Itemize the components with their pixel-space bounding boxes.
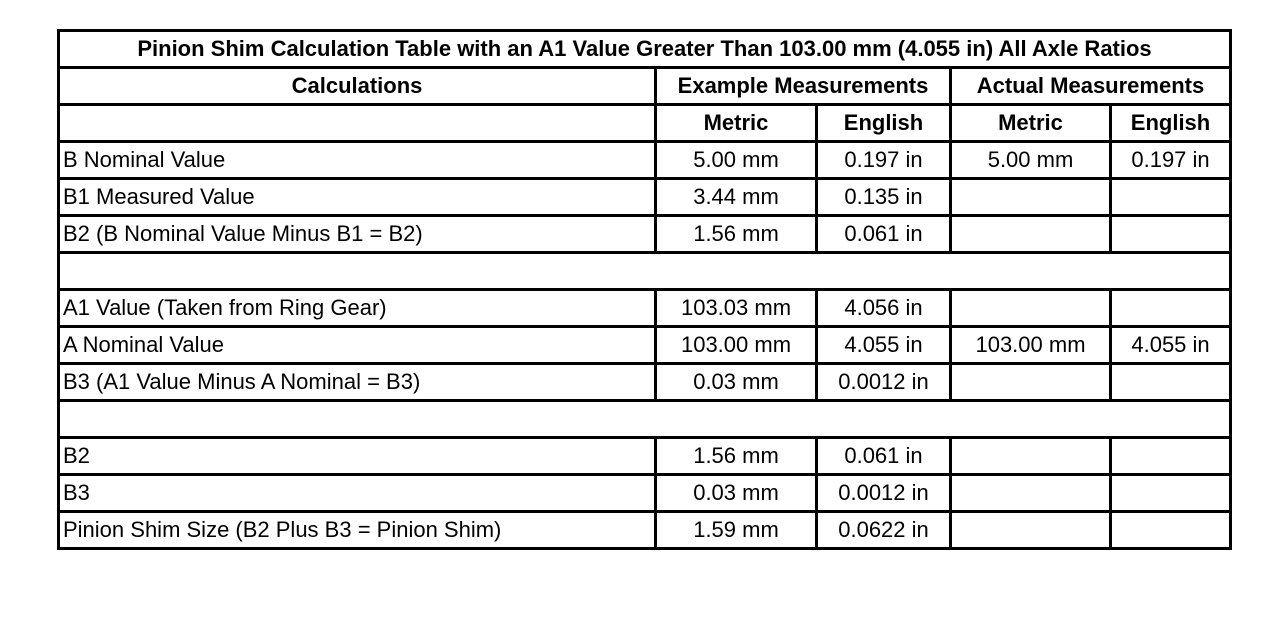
actual-metric-cell — [951, 216, 1111, 253]
row-label: B3 — [59, 475, 656, 512]
actual-english-cell: 0.197 in — [1111, 142, 1231, 179]
example-metric-cell: 0.03 mm — [656, 364, 817, 401]
actual-metric-cell: 5.00 mm — [951, 142, 1111, 179]
row-label: A Nominal Value — [59, 327, 656, 364]
example-english-cell: 0.0012 in — [817, 475, 951, 512]
example-english-cell: 0.0012 in — [817, 364, 951, 401]
actual-metric-cell — [951, 179, 1111, 216]
example-english-cell: 0.061 in — [817, 438, 951, 475]
example-english-header: English — [817, 105, 951, 142]
spacer-row — [59, 401, 1231, 438]
spacer-row — [59, 253, 1231, 290]
actual-english-cell — [1111, 438, 1231, 475]
actual-metric-cell — [951, 438, 1111, 475]
units-header-row — [59, 105, 1231, 142]
spacer-cell — [59, 401, 1231, 438]
actual-english-cell — [1111, 364, 1231, 401]
row-label: B2 (B Nominal Value Minus B1 = B2) — [59, 216, 656, 253]
spacer-cell — [59, 253, 1231, 290]
example-metric-cell: 3.44 mm — [656, 179, 817, 216]
row-label: Pinion Shim Size (B2 Plus B3 = Pinion Shim) — [59, 512, 656, 549]
actual-english-header: English — [1111, 105, 1231, 142]
example-english-cell: 0.135 in — [817, 179, 951, 216]
actual-metric-cell — [951, 364, 1111, 401]
table-title: Pinion Shim Calculation Table with an A1 Value Greater Than 103.00 mm (4.055 in) All Axle Ratios — [59, 31, 1231, 68]
table-row — [59, 142, 1231, 179]
calculations-header: Calculations — [59, 68, 656, 105]
table-row — [59, 475, 1231, 512]
example-metric-cell: 103.00 mm — [656, 327, 817, 364]
example-english-cell: 0.0622 in — [817, 512, 951, 549]
example-measurements-header: Example Measurements — [656, 68, 951, 105]
actual-metric-cell: 103.00 mm — [951, 327, 1111, 364]
units-header-blank — [59, 105, 656, 142]
example-metric-cell: 0.03 mm — [656, 475, 817, 512]
table-row — [59, 327, 1231, 364]
actual-english-cell — [1111, 512, 1231, 549]
example-metric-cell: 5.00 mm — [656, 142, 817, 179]
row-label: A1 Value (Taken from Ring Gear) — [59, 290, 656, 327]
actual-metric-cell — [951, 475, 1111, 512]
table-row — [59, 290, 1231, 327]
table-row — [59, 216, 1231, 253]
table-row — [59, 438, 1231, 475]
table-row — [59, 364, 1231, 401]
table-row — [59, 512, 1231, 549]
row-label: B1 Measured Value — [59, 179, 656, 216]
actual-english-cell — [1111, 290, 1231, 327]
row-label: B3 (A1 Value Minus A Nominal = B3) — [59, 364, 656, 401]
example-english-cell: 0.197 in — [817, 142, 951, 179]
table-row — [59, 179, 1231, 216]
row-label: B Nominal Value — [59, 142, 656, 179]
actual-measurements-header: Actual Measurements — [951, 68, 1231, 105]
example-english-cell: 0.061 in — [817, 216, 951, 253]
row-label: B2 — [59, 438, 656, 475]
example-metric-cell: 103.03 mm — [656, 290, 817, 327]
actual-english-cell — [1111, 179, 1231, 216]
pinion-shim-table — [57, 29, 1232, 550]
example-metric-header: Metric — [656, 105, 817, 142]
example-metric-cell: 1.56 mm — [656, 216, 817, 253]
actual-english-cell — [1111, 475, 1231, 512]
title-row — [59, 31, 1231, 68]
actual-metric-cell — [951, 290, 1111, 327]
example-metric-cell: 1.56 mm — [656, 438, 817, 475]
actual-english-cell: 4.055 in — [1111, 327, 1231, 364]
example-metric-cell: 1.59 mm — [656, 512, 817, 549]
example-english-cell: 4.055 in — [817, 327, 951, 364]
example-english-cell: 4.056 in — [817, 290, 951, 327]
header-row — [59, 68, 1231, 105]
actual-english-cell — [1111, 216, 1231, 253]
actual-metric-cell — [951, 512, 1111, 549]
actual-metric-header: Metric — [951, 105, 1111, 142]
